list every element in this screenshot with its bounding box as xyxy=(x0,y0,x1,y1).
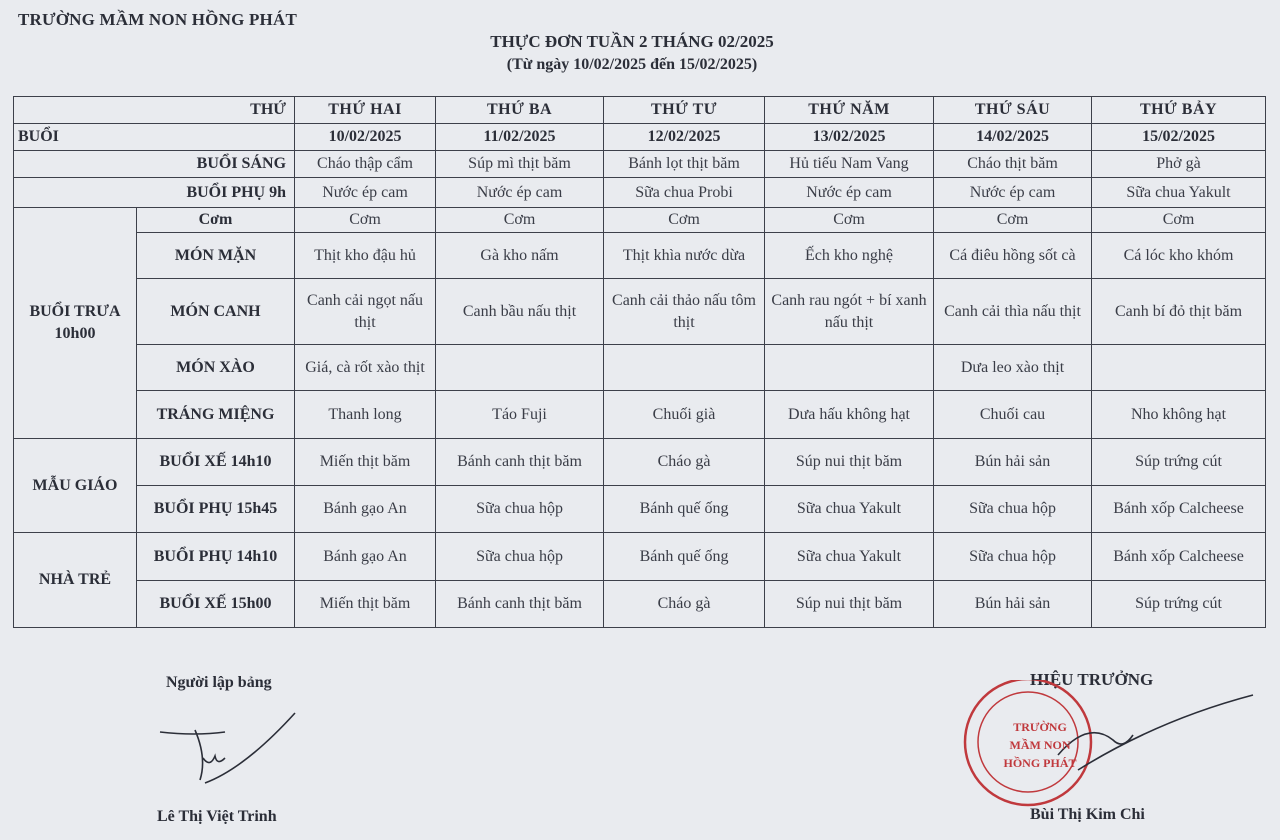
header-dates-row xyxy=(14,124,1266,151)
menu-cell: Canh cải thảo nấu tôm thịt xyxy=(604,279,765,345)
header-days-row xyxy=(14,97,1266,124)
nursery-group-label: NHÀ TRẺ xyxy=(14,533,137,628)
day-date: 10/02/2025 xyxy=(295,124,436,151)
menu-cell: Bún hải sản xyxy=(934,439,1092,486)
menu-cell: Táo Fuji xyxy=(436,391,604,439)
menu-cell: Súp mì thịt băm xyxy=(436,151,604,178)
lunch-main-row xyxy=(14,233,1266,279)
menu-cell: Canh bầu nấu thịt xyxy=(436,279,604,345)
row-label: BUỔI SÁNG xyxy=(14,151,295,178)
menu-cell: Canh cải thìa nấu thịt xyxy=(934,279,1092,345)
menu-cell: Cháo gà xyxy=(604,581,765,628)
lunch-dessert-row xyxy=(14,391,1266,439)
menu-cell: Nước ép cam xyxy=(934,178,1092,208)
menu-cell: Sữa chua hộp xyxy=(436,486,604,533)
menu-cell: Cơm xyxy=(1092,208,1266,233)
menu-cell: Súp trứng cút xyxy=(1092,581,1266,628)
menu-cell: Cơm xyxy=(604,208,765,233)
menu-cell: Sữa chua Yakult xyxy=(1092,178,1266,208)
menu-cell: Cháo gà xyxy=(604,439,765,486)
buoi-label: BUỔI xyxy=(14,124,295,151)
stamp-line: TRƯỜNG xyxy=(1013,720,1067,734)
day-date: 14/02/2025 xyxy=(934,124,1092,151)
thu-label: THỨ xyxy=(14,97,295,124)
menu-cell: Cá điêu hồng sốt cà xyxy=(934,233,1092,279)
row-label: MÓN XÀO xyxy=(137,345,295,391)
menu-cell: Ếch kho nghệ xyxy=(765,233,934,279)
menu-cell: Hủ tiếu Nam Vang xyxy=(765,151,934,178)
menu-cell: Sữa chua hộp xyxy=(934,486,1092,533)
kindergarten-group-label: MẪU GIÁO xyxy=(14,439,137,533)
weekly-menu-table xyxy=(13,96,1266,628)
menu-cell: Nước ép cam xyxy=(765,178,934,208)
menu-title: THỰC ĐƠN TUẦN 2 THÁNG 02/2025 xyxy=(490,32,774,51)
row-label: BUỔI XẾ 15h00 xyxy=(137,581,295,628)
day-date: 11/02/2025 xyxy=(436,124,604,151)
menu-cell: Giá, cà rốt xào thịt xyxy=(295,345,436,391)
menu-cell: Nước ép cam xyxy=(436,178,604,208)
menu-cell: Cơm xyxy=(765,208,934,233)
lunch-rice-row xyxy=(14,208,1266,233)
lunch-soup-row xyxy=(14,279,1266,345)
day-date: 15/02/2025 xyxy=(1092,124,1266,151)
row-label: TRÁNG MIỆNG xyxy=(137,391,295,439)
menu-cell: Miến thịt băm xyxy=(295,581,436,628)
day-date: 12/02/2025 xyxy=(604,124,765,151)
menu-cell: Sữa chua hộp xyxy=(436,533,604,581)
menu-cell: Miến thịt băm xyxy=(295,439,436,486)
preparer-signature-icon xyxy=(155,708,300,798)
menu-cell: Dưa hấu không hạt xyxy=(765,391,934,439)
day-name: THỨ TƯ xyxy=(604,97,765,124)
breakfast-row xyxy=(14,151,1266,178)
menu-cell: Sữa chua Yakult xyxy=(765,533,934,581)
lunch-group-label: BUỔI TRƯA 10h00 xyxy=(14,208,137,439)
menu-cell: Chuối cau xyxy=(934,391,1092,439)
row-label: BUỔI PHỤ 9h xyxy=(14,178,295,208)
stamp-line: MẦM NON xyxy=(1009,738,1071,752)
menu-cell: Bánh lọt thịt băm xyxy=(604,151,765,178)
menu-cell: Cơm xyxy=(436,208,604,233)
menu-cell: Thịt kho đậu hủ xyxy=(295,233,436,279)
menu-cell: Cháo thịt băm xyxy=(934,151,1092,178)
nursery-afternoon-row xyxy=(14,581,1266,628)
day-name: THỨ SÁU xyxy=(934,97,1092,124)
nursery-snack-row xyxy=(14,533,1266,581)
row-label: BUỔI PHỤ 15h45 xyxy=(137,486,295,533)
menu-cell: Cá lóc kho khóm xyxy=(1092,233,1266,279)
day-date: 13/02/2025 xyxy=(765,124,934,151)
kindergarten-snack-row xyxy=(14,486,1266,533)
menu-cell xyxy=(765,345,934,391)
menu-cell: Cháo thập cẩm xyxy=(295,151,436,178)
menu-cell: Súp trứng cút xyxy=(1092,439,1266,486)
menu-cell: Bánh gạo An xyxy=(295,533,436,581)
day-name: THỨ BẢY xyxy=(1092,97,1266,124)
principal-name: Bùi Thị Kim Chi xyxy=(1030,806,1145,823)
menu-cell: Phở gà xyxy=(1092,151,1266,178)
menu-cell: Canh cải ngọt nấu thịt xyxy=(295,279,436,345)
menu-date-range: (Từ ngày 10/02/2025 đến 15/02/2025) xyxy=(506,56,758,73)
menu-cell: Bún hải sản xyxy=(934,581,1092,628)
day-name: THỨ NĂM xyxy=(765,97,934,124)
lunch-stirfry-row xyxy=(14,345,1266,391)
menu-cell: Bánh canh thịt băm xyxy=(436,439,604,486)
menu-cell xyxy=(1092,345,1266,391)
menu-cell: Sữa chua hộp xyxy=(934,533,1092,581)
menu-cell: Nho không hạt xyxy=(1092,391,1266,439)
menu-cell: Bánh xốp Calcheese xyxy=(1092,533,1266,581)
preparer-title: Người lập bảng xyxy=(166,674,272,691)
menu-cell: Súp nui thịt băm xyxy=(765,581,934,628)
menu-cell: Bánh quế ống xyxy=(604,533,765,581)
menu-cell: Canh bí đỏ thịt băm xyxy=(1092,279,1266,345)
kindergarten-afternoon-row xyxy=(14,439,1266,486)
menu-cell: Nước ép cam xyxy=(295,178,436,208)
menu-cell: Sữa chua Probi xyxy=(604,178,765,208)
row-label: MÓN MẶN xyxy=(137,233,295,279)
menu-cell: Thịt khìa nước dừa xyxy=(604,233,765,279)
preparer-name: Lê Thị Việt Trinh xyxy=(157,808,277,825)
school-name: TRƯỜNG MẦM NON HỒNG PHÁT xyxy=(18,10,297,29)
menu-cell xyxy=(604,345,765,391)
row-label: BUỔI PHỤ 14h10 xyxy=(137,533,295,581)
menu-cell: Bánh gạo An xyxy=(295,486,436,533)
menu-cell: Bánh canh thịt băm xyxy=(436,581,604,628)
menu-cell: Gà kho nấm xyxy=(436,233,604,279)
row-label: BUỔI XẾ 14h10 xyxy=(137,439,295,486)
menu-cell: Bánh quế ống xyxy=(604,486,765,533)
menu-cell: Sữa chua Yakult xyxy=(765,486,934,533)
menu-cell: Cơm xyxy=(934,208,1092,233)
menu-cell: Bánh xốp Calcheese xyxy=(1092,486,1266,533)
menu-cell: Canh rau ngót + bí xanh nấu thịt xyxy=(765,279,934,345)
menu-cell: Súp nui thịt băm xyxy=(765,439,934,486)
row-label: MÓN CANH xyxy=(137,279,295,345)
menu-cell: Chuối già xyxy=(604,391,765,439)
day-name: THỨ HAI xyxy=(295,97,436,124)
menu-cell xyxy=(436,345,604,391)
menu-cell: Dưa leo xào thịt xyxy=(934,345,1092,391)
day-name: THỨ BA xyxy=(436,97,604,124)
snack-9h-row xyxy=(14,178,1266,208)
principal-title: HIỆU TRƯỞNG xyxy=(1030,670,1154,689)
row-label: Cơm xyxy=(137,208,295,233)
menu-cell: Cơm xyxy=(295,208,436,233)
stamp-line: HỒNG PHÁT xyxy=(1003,756,1077,770)
menu-cell: Thanh long xyxy=(295,391,436,439)
